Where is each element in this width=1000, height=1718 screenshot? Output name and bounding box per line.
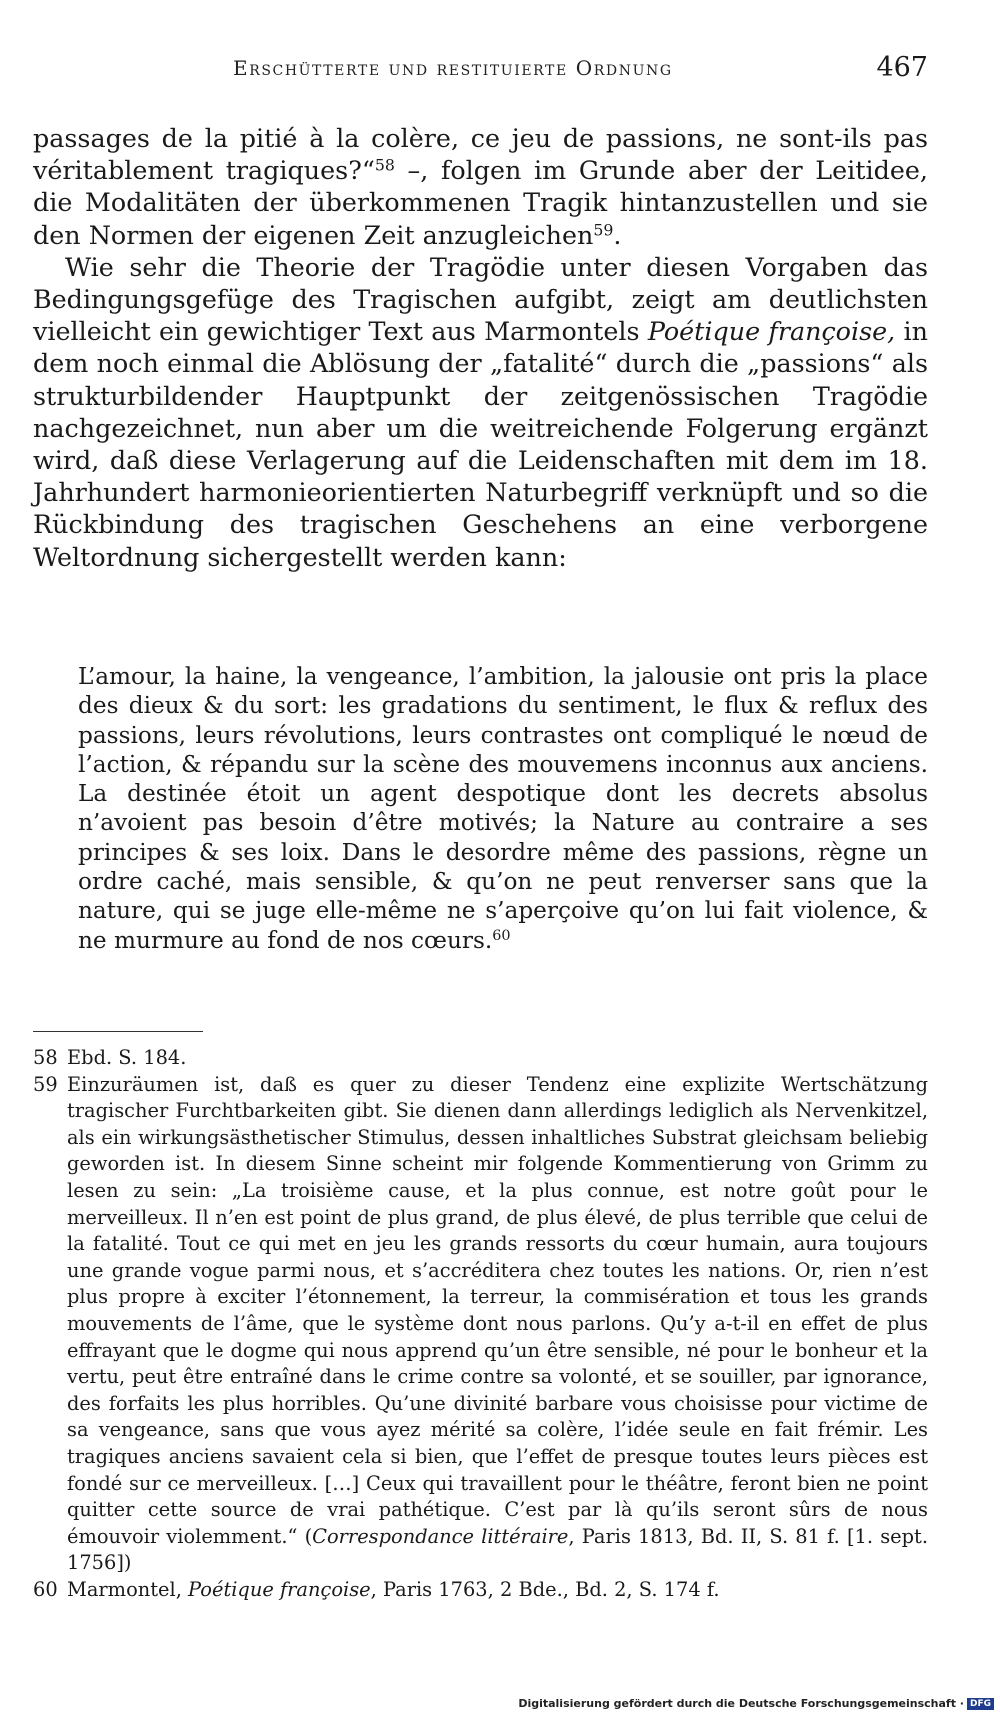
- paragraph-1-part-b: –, folgen im Grunde aber der Leitidee, die Modalitäten der überkommenen Tragik hintanzustellen und sie den Normen der eigenen Zeit anzugleichen: [33, 155, 928, 250]
- work-title-poetique: Poétique françoise,: [647, 316, 896, 347]
- paragraph-2-part-a: Wie sehr die Theorie der Tragödie unter diesen Vorgaben das Bedingungsgefüge des Tragischen aufgibt, zeigt am deutlichsten vielleicht ein gewichtiger Text aus Marmontels: [33, 251, 928, 347]
- quote-body: L’amour, la haine, la vengeance, l’ambition, la jalousie ont pris la place des dieux & du sort: les gradations du sentiment, le flux & reflux des passions, leurs révolutions, leurs contrastes ont compliqué le nœud de l’action, & répandu sur la scène des mouvemens inconnus aux anciens. La destinée étoit un agent despotique dont les decrets absolus n’avoient pas besoin d’être motivés; la Nature au contraire a ses principes & ses loix. Dans le desordre même des passions, règne un ordre caché, mais sensible, & qu’on ne peut renverser sans que la nature, qui se juge elle-même ne s’aperçoive qu’on lui fait violence, & ne murmure au fond de nos cœurs.: [78, 663, 928, 954]
- footnote-58: [33, 1045, 928, 1072]
- footnote-60: [33, 1577, 928, 1604]
- footnote-text: Ebd. S. 184.: [67, 1046, 187, 1069]
- footnote-tail: , Paris 1763, 2 Bde., Bd. 2, S. 174 f.: [370, 1577, 720, 1601]
- footnotes: [33, 1045, 928, 1603]
- work-title-correspondance: Correspondance littéraire: [312, 1524, 569, 1548]
- footnote-text: Einzuräumen ist, daß es quer zu dieser Tendenz eine explizite Wertschätzung tragischer Furchtbarkeiten gibt. Sie dienen dann allerdings lediglich als Nervenkitzel, als ein wirkungsästhetischer Stimulus, dessen inhaltliches Substrat gleichsam beliebig geworden ist. In diesem Sinne scheint mir folgende Kommentierung von Grimm zu lesen zu sein: „La troisième cause, et la plus connue, est notre goût pour le merveilleux. Il n’en est point de plus grand, de plus élevé, de plus terrible que celui de la fatalité. Tout ce qui met en jeu les grands ressorts du cœur humain, aura toujours une grande vogue parmi nous, et s’accréditera chez toutes les nations. Or, rien n’est plus propre à exciter l’étonnement, la terreur, la commisération et tous les grands mouvements de l’âme, que le système dont nous parlons. Qu’y a-t-il en effet de plus effrayant que le dogme qui nous apprend qu’un être sensible, né pour le bonheur et la vertu, peut être entraîné dans le crime contre sa volonté, et se souiller, par ignorance, des forfaits les plus horribles. Qu’une divinité barbare vous choisisse pour victime de sa vengeance, sans que vous ayez mérité sa colère, l’idée seule en fait frémir. Les tragiques anciens savaient cela si bien, que l’effet de presque toutes leurs pièces est fondé sur ce merveilleux. […] Ceux qui travaillent pour le théâtre, feront bien ne point quitter cette source de vrai pathétique. C’est par là qu’ils seront sûrs de nous émouvoir violemment.“ (: [67, 1072, 928, 1548]
- footnote-59: [33, 1072, 928, 1577]
- digitization-credit: [518, 1697, 994, 1710]
- footnote-number: 58: [33, 1046, 58, 1069]
- block-quote: [78, 662, 928, 955]
- paragraph-1-part-c: .: [613, 219, 622, 250]
- dfg-logo: DFG: [967, 1698, 994, 1710]
- footnote-number: 60: [33, 1577, 58, 1601]
- block-quote-text: [78, 662, 928, 955]
- footnote-ref-60[interactable]: 60: [492, 927, 511, 944]
- page-number: 467: [876, 52, 928, 83]
- footnote-ref-58[interactable]: 58: [374, 155, 395, 175]
- paragraph-1: [33, 122, 928, 251]
- running-header: [33, 52, 928, 88]
- paragraph-1-part-a: passages de la pitié à la colère, ce jeu de passions, ne sont-ils pas véritablement tragiques?“: [33, 123, 928, 186]
- footnote-divider: [33, 1031, 203, 1032]
- work-title-poetique-footnote: Poétique françoise: [188, 1577, 371, 1601]
- credit-text: Digitalisierung gefördert durch die Deutsche Forschungsgemeinschaft ·: [518, 1697, 964, 1710]
- paragraph-2-part-b: in dem noch einmal die Ablösung der „fatalité“ durch die „passions“ als strukturbildender Hauptpunkt der zeitgenössischen Tragödie nachgezeichnet, nun aber um die weitreichende Folgerung ergänzt wird, daß diese Verlagerung auf die Leidenschaften mit dem im 18. Jahrhundert harmonieorientierten Naturbegriff verknüpft und so die Rückbindung des tragischen Geschehens an eine verborgene Weltordnung sichergestellt werden kann:: [33, 316, 928, 572]
- footnote-number: 59: [33, 1072, 58, 1096]
- footnote-tail: , Paris 1813, Bd. II, S. 81 f. [1. sept. 1756]): [67, 1524, 928, 1575]
- footnote-lead: Marmontel,: [67, 1577, 189, 1601]
- running-title: Erschütterte und restituierte Ordnung: [233, 56, 673, 80]
- paragraph-2: [33, 251, 928, 573]
- footnote-ref-59[interactable]: 59: [593, 219, 614, 239]
- main-text: [33, 122, 928, 573]
